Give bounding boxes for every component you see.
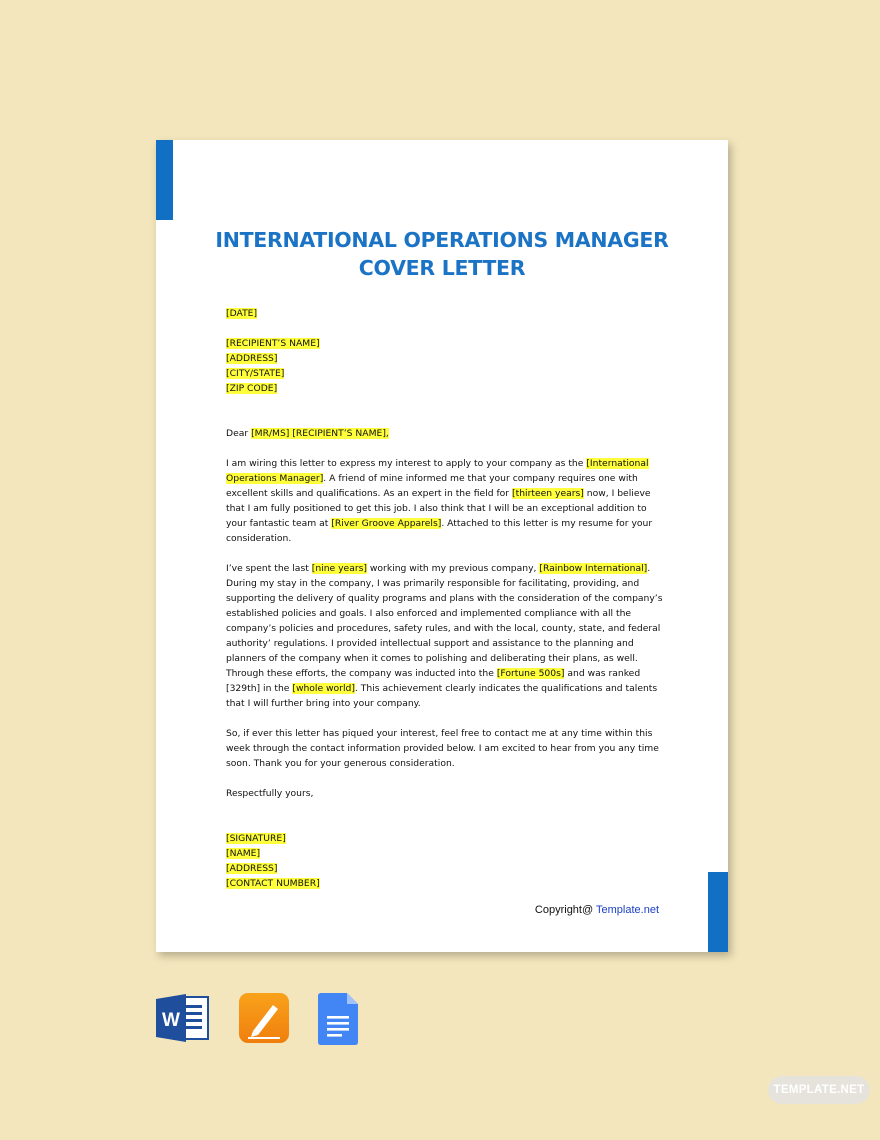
title-line-1: INTERNATIONAL OPERATIONS MANAGER <box>215 228 669 252</box>
previous-company-placeholder: [Rainbow International] <box>539 563 648 574</box>
salutation: Dear [MR/MS] [RECIPIENT’S NAME], <box>226 428 389 439</box>
signature-placeholder: [SIGNATURE] <box>226 833 286 844</box>
salutation-name-placeholder: [MR/MS] [RECIPIENT’S NAME], <box>251 428 389 439</box>
zip-code-placeholder: [ZIP CODE] <box>226 383 278 394</box>
city-state-placeholder: [CITY/STATE] <box>226 368 285 379</box>
company-placeholder: [River Groove Apparels] <box>331 518 442 529</box>
letter-body <box>226 306 666 891</box>
copyright-link[interactable]: Template.net <box>596 904 659 916</box>
svg-text:W: W <box>162 1010 180 1031</box>
closing: Respectfully yours, <box>226 788 314 799</box>
sender-address-placeholder: [ADDRESS] <box>226 863 278 874</box>
title-line-2: COVER LETTER <box>358 256 526 280</box>
accent-bar-bottom <box>708 872 728 952</box>
word-icon[interactable] <box>156 993 210 1048</box>
previous-years-placeholder: [nine years] <box>311 563 367 574</box>
years-placeholder: [thirteen years] <box>512 488 584 499</box>
date-placeholder: [DATE] <box>226 308 258 319</box>
paragraph-3: So, if ever this letter has piqued your interest, feel free to contact me at any time within this week through the contact information provided below. I am excited to hear from you any time soon. Thank you for your generous consideration. <box>226 728 659 769</box>
scope-placeholder: [whole world] <box>292 683 355 694</box>
paragraph-2: I’ve spent the last [nine years] working with my previous company, [Rainbow International]. During my stay in the company, I was primarily responsible for facilitating, providing, and supporting the delivery of quality programs and plans with the consideration of the company’s established policies and goals. I also enforced and implemented compliance with all the company’s policies and procedures, safety rules, and with the local, county, state, and federal authority’ regulations. I provided intellectual support and assistance to the planning and planners of the company when it comes to polishing and deliberating their plans, as well. Through these efforts, the company was inducted into the [Fortune 500s] and was ranked [329th] in the [whole world]. This achievement clearly indicates the qualifications and talents that I will further bring into your company. <box>226 563 663 709</box>
sender-name-placeholder: [NAME] <box>226 848 261 859</box>
copyright-notice: Copyright@ Template.net <box>534 904 659 916</box>
contact-number-placeholder: [CONTACT NUMBER] <box>226 878 320 889</box>
ranking-list-placeholder: [Fortune 500s] <box>496 668 565 679</box>
paragraph-1: I am wiring this letter to express my interest to apply to your company as the [International Operations Manager]. A friend of mine informed me that your company requires one with excellent skills and qualifications. As an expert in the field for [thirteen years] now, I believe that I am fully positioned to get this job. I also think that I will be an exceptional addition to your fantastic team at [River Groove Apparels]. Attached to this letter is my resume for your consideration. <box>226 458 653 544</box>
address-placeholder: [ADDRESS] <box>226 353 278 364</box>
document-title <box>156 226 728 282</box>
cover-letter-page <box>156 140 728 952</box>
recipient-name-placeholder: [RECIPIENT’S NAME] <box>226 338 320 349</box>
pages-icon[interactable] <box>239 993 291 1050</box>
template-net-watermark: TEMPLATE.NET <box>768 1076 870 1104</box>
google-docs-icon[interactable] <box>318 993 360 1050</box>
accent-bar-top <box>156 140 173 220</box>
position-placeholder: [International Operations Manager] <box>226 458 649 484</box>
